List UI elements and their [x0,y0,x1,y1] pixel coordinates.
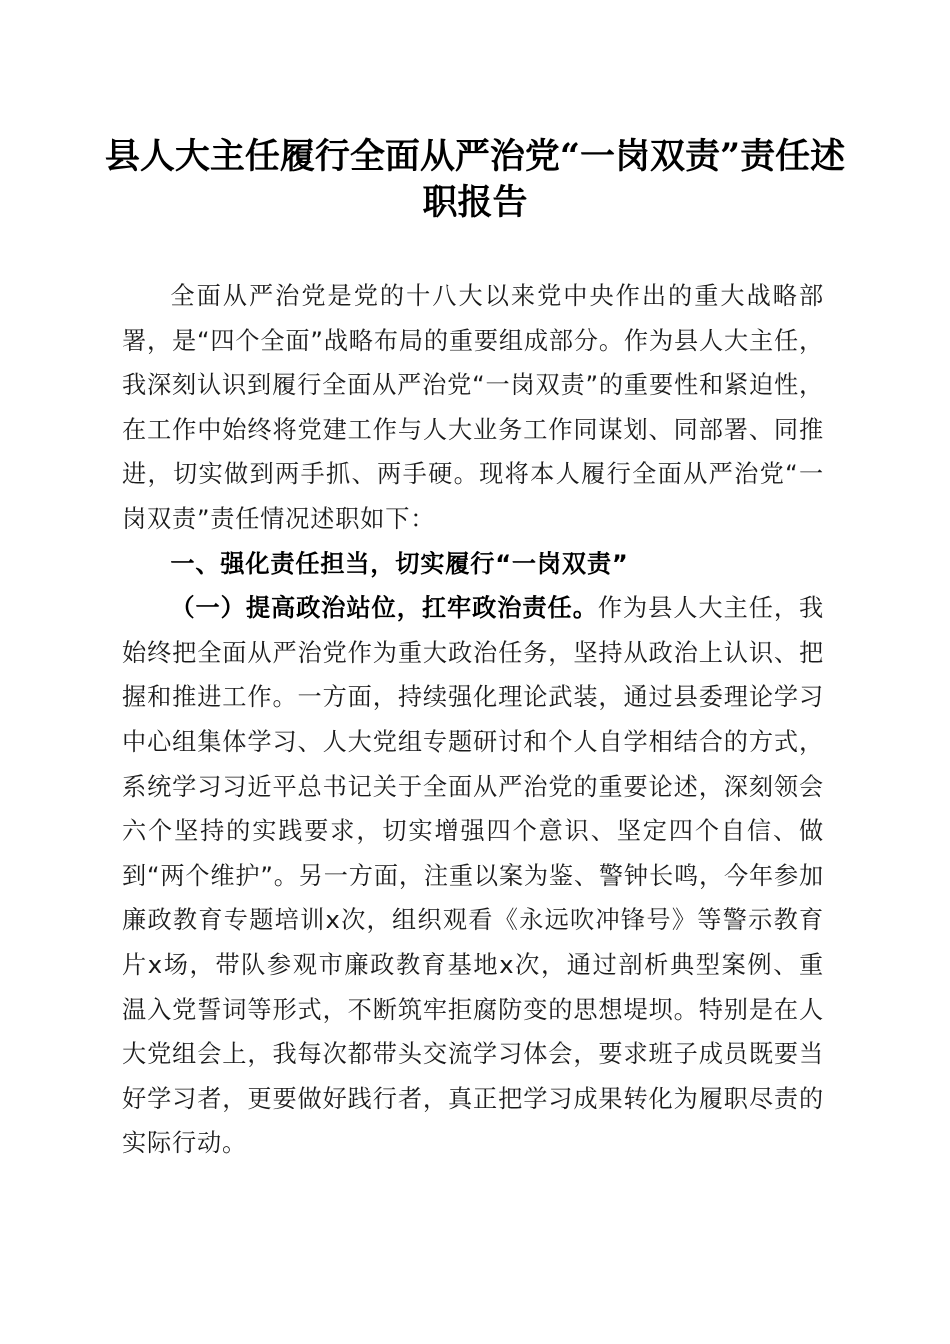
intro-paragraph: 全面从严治党是党的十八大以来党中央作出的重大战略部署，是“四个全面”战略布局的重要组成部分。作为县人大主任，我深刻认识到履行全面从严治党“一岗双责”的重要性和紧迫性，在工作中始终将党建工作与人大业务工作同谋划、同部署、同推进，切实做到两手抓、两手硬。现将本人履行全面从严治党“一岗双责”责任情况述职如下： [122,282,824,533]
document-title: 县人大主任履行全面从严治党“一岗双责”责任述职报告 [104,136,846,223]
section-heading-1: 一、强化责任担当，切实履行“一岗双责” [170,549,629,578]
document-body [122,274,824,1166]
subsection-heading-1: （一）提高政治站位，扛牢政治责任。 [170,594,598,623]
subsection-body-1: 作为县人大主任，我始终把全面从严治党作为重大政治任务，坚持从政治上认识、把握和推进工作。一方面，持续强化理论武装，通过县委理论学习中心组集体学习、人大党组专题研讨和个人自学相结合的方式，系统学习习近平总书记关于全面从严治党的重要论述，深刻领会六个坚持的实践要求，切实增强四个意识、坚定四个自信、做到“两个维护”。另一方面，注重以案为鉴、警钟长鸣，今年参加廉政教育专题培训x次，组织观看《永远吹冲锋号》等警示教育片x场，带队参观市廉政教育基地x次，通过剖析典型案例、重温入党誓词等形式，不断筑牢拒腐防变的思想堤坝。特别是在人大党组会上，我每次都带头交流学习体会，要求班子成员既要当好学习者，更要做好践行者，真正把学习成果转化为履职尽责的实际行动。 [122,594,825,1158]
subsection-paragraph-1 [122,586,824,1166]
